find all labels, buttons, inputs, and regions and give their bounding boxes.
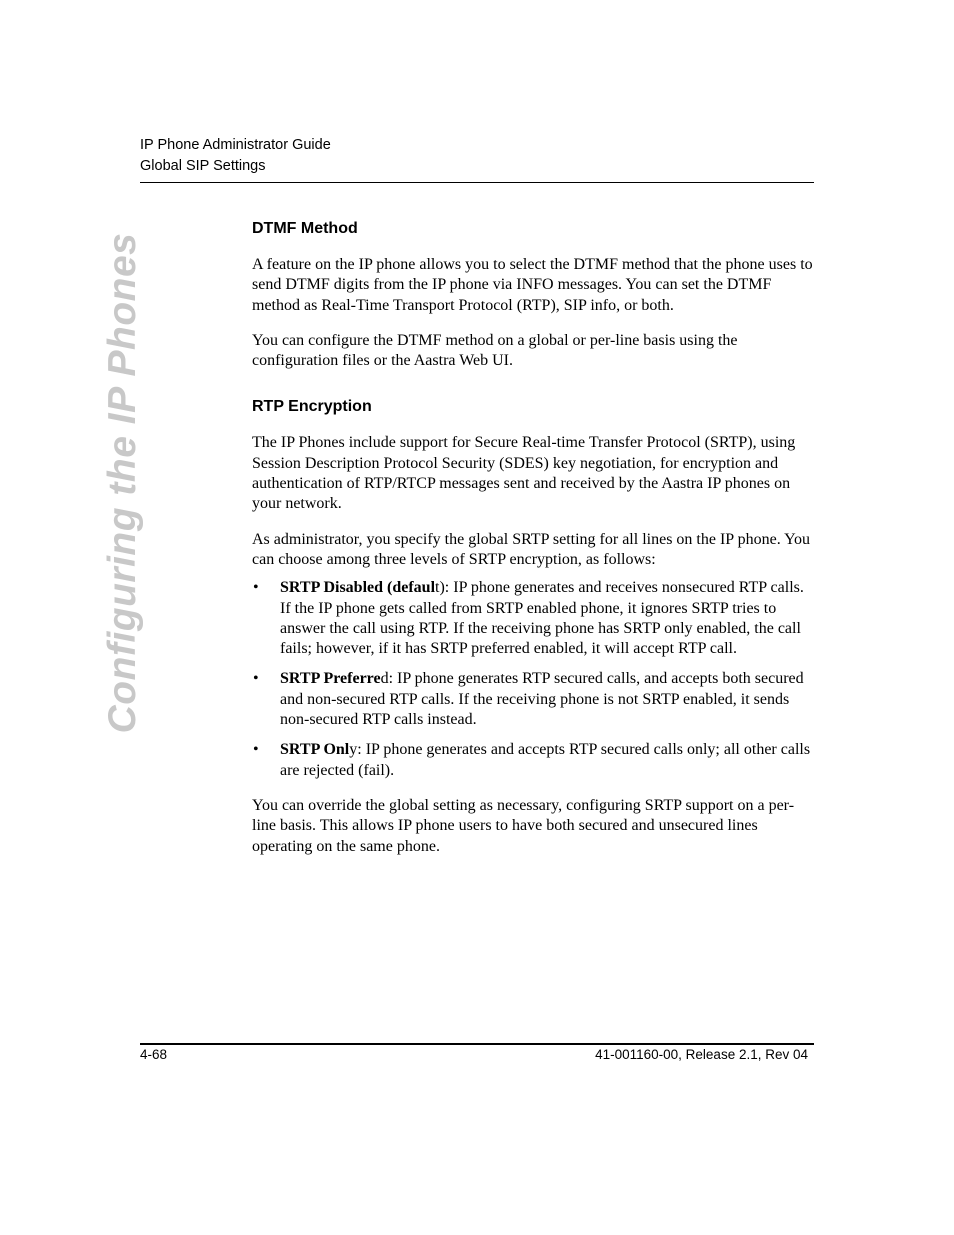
list-item	[252, 740, 816, 781]
list-item-text: y: IP phone generates and accepts RTP secured calls only; all other calls are rejected (fail).	[280, 741, 811, 779]
bullet-icon: •	[253, 670, 259, 688]
paragraph: A feature on the IP phone allows you to select the DTMF method that the phone uses to send DTMF digits from the IP phone via INFO messages. You can set the DTMF method as Real-Time Transport Protocol (RTP), SIP info, or both.	[252, 256, 813, 314]
header-rule	[140, 182, 814, 183]
document-id: 41-001160-00, Release 2.1, Rev 04	[595, 1047, 808, 1062]
list-item-text: d: IP phone generates RTP secured calls, and accepts both secured and non-secured RTP calls. If the receiving phone is not SRTP enabled, it sends non-secured RTP calls instead.	[280, 670, 804, 729]
bullet-icon: •	[253, 579, 259, 597]
list-item	[252, 578, 816, 659]
header-guide-title: IP Phone Administrator Guide	[140, 137, 331, 153]
paragraph: The IP Phones include support for Secure Real-time Transfer Protocol (SRTP), using Session Description Protocol Security (SDES) key negotiation, for encryption and authentication of RTP/RTCP messages sent and received by the Aastra IP phones on your network.	[252, 434, 796, 513]
list-item-text: t): IP phone generates and receives nonsecured RTP calls. If the IP phone gets called from SRTP enabled phone, it ignores SRTP tries to answer the call using RTP. If the receiving phone has SRTP only enabled, the call fails; however, if it has SRTP preferred enabled, it will accept RTP call.	[280, 579, 804, 658]
page-number: 4-68	[140, 1047, 168, 1062]
heading-rtp-encryption: RTP Encryption	[252, 398, 372, 416]
paragraph: You can configure the DTMF method on a global or per-line basis using the configuration files or the Aastra Web UI.	[252, 331, 738, 370]
running-header	[140, 135, 814, 177]
list-item-term: SRTP Preferre	[280, 670, 381, 688]
list-item	[252, 669, 816, 730]
footer-rule	[140, 1043, 814, 1045]
srtp-levels-list	[252, 578, 816, 781]
page-body	[252, 219, 816, 872]
header-section-title: Global SIP Settings	[140, 158, 266, 174]
paragraph: You can override the global setting as necessary, configuring SRTP support on a per-line basis. This allows IP phone users to have both secured and unsecured lines operating on the same phone.	[252, 796, 795, 855]
paragraph: As administrator, you specify the global SRTP setting for all lines on the IP phone. You can choose among three levels of SRTP encryption, as follows:	[252, 530, 811, 568]
bullet-icon: •	[253, 741, 259, 759]
chapter-side-tab: Configuring the IP Phones	[101, 232, 144, 734]
list-item-term: SRTP Onl	[280, 741, 350, 759]
list-item-term: SRTP Disabled (defaul	[280, 579, 436, 597]
heading-dtmf-method: DTMF Method	[252, 220, 358, 237]
